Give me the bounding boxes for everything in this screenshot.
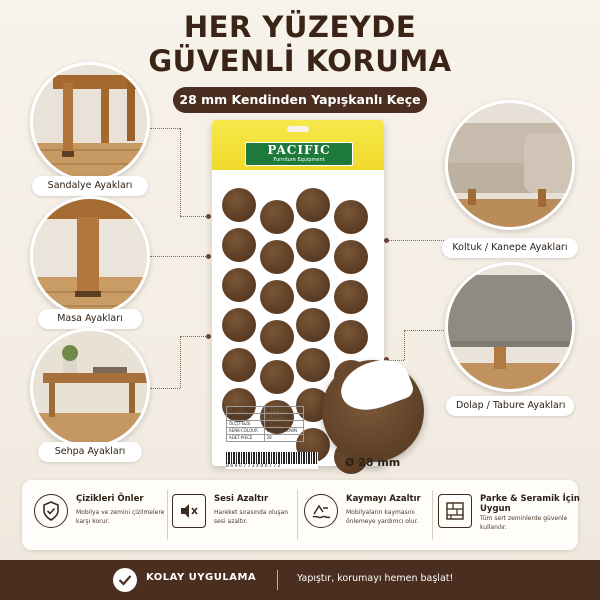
headline-line1: HER YÜZEYDE xyxy=(183,10,417,44)
connector-table-end xyxy=(206,254,211,259)
diameter-label: Ø 28 mm xyxy=(345,456,401,469)
info-row xyxy=(227,435,304,442)
coffee-table-photo xyxy=(30,328,150,448)
mute-speaker-icon xyxy=(172,494,206,528)
felt-pad xyxy=(334,280,368,314)
info-row xyxy=(227,428,304,435)
info-cell: ÖLÇÜ-SIZE xyxy=(227,421,265,428)
connector-sofa-end xyxy=(384,238,389,243)
table-leg-photo xyxy=(30,196,150,316)
felt-pad xyxy=(222,228,256,262)
connector-chair-end xyxy=(206,214,211,219)
felt-pad xyxy=(260,320,294,354)
connector-coffee-table xyxy=(150,388,180,389)
anti-slip-icon xyxy=(304,494,338,528)
label-table-legs: Masa Ayakları xyxy=(38,309,142,329)
felt-pad xyxy=(334,240,368,274)
connector-coffee-table-end xyxy=(206,334,211,339)
connector-chair xyxy=(150,128,180,129)
info-row xyxy=(227,414,304,421)
felt-pad xyxy=(296,188,330,222)
feature-title: Çizikleri Önler xyxy=(76,494,144,504)
connector-cabinet xyxy=(404,330,444,331)
label-side-table-legs: Sehpa Ayakları xyxy=(38,442,142,462)
felt-pad xyxy=(260,360,294,394)
chair-legs-photo xyxy=(30,62,150,182)
label-sofa-legs: Koltuk / Kanepe Ayakları xyxy=(442,238,578,258)
subtitle-pill: 28 mm Kendinden Yapışkanlı Keçe xyxy=(173,87,427,113)
brand-tagline: Furniture Equipment xyxy=(273,157,325,163)
sofa-leg-photo xyxy=(445,100,575,230)
felt-pad xyxy=(334,320,368,354)
check-circle-icon xyxy=(113,568,137,592)
connector-sofa xyxy=(386,240,444,241)
feature-divider xyxy=(167,490,168,540)
info-cell: KOD-CODE xyxy=(227,414,265,421)
felt-pad xyxy=(334,200,368,234)
info-cell: Ø 28mm xyxy=(264,421,303,428)
felt-pad xyxy=(260,240,294,274)
info-row xyxy=(227,421,304,428)
felt-pad xyxy=(222,188,256,222)
info-cell: ADET-PIECE xyxy=(227,435,265,442)
felt-pad xyxy=(296,308,330,342)
felt-pad xyxy=(260,200,294,234)
headline-line2: GÜVENLİ KORUMA xyxy=(148,44,452,78)
felt-pad xyxy=(222,268,256,302)
brand-logo xyxy=(245,142,353,166)
feature-title: Sesi Azaltır xyxy=(214,494,269,504)
footer-text: Yapıştır, korumayı hemen başlat! xyxy=(297,573,454,584)
footer-divider xyxy=(277,570,278,590)
connector-coffee-table-v xyxy=(180,336,181,388)
feature-title: Parke & Seramik İçin Uygun xyxy=(480,494,580,514)
felt-pad xyxy=(296,348,330,382)
felt-pad xyxy=(296,268,330,302)
cabinet-leg-photo xyxy=(445,262,575,392)
footer-bar xyxy=(0,560,600,600)
info-cell: KAHVE-BROWN xyxy=(264,428,303,435)
shield-check-icon xyxy=(34,494,68,528)
felt-pad xyxy=(260,280,294,314)
label-cabinet-legs: Dolap / Tabure Ayakları xyxy=(446,396,574,416)
connector-cabinet-v xyxy=(404,330,405,360)
feature-divider xyxy=(432,490,433,540)
felt-pad xyxy=(296,228,330,262)
feature-desc: Mobilya ve zemini çizilmelere karşı korur. xyxy=(76,509,165,525)
feature-title: Kaymayı Azaltır xyxy=(346,494,421,504)
info-cell: KEÇE-FELT xyxy=(264,407,303,414)
label-chair-legs: Sandalye Ayakları xyxy=(32,176,148,196)
feature-desc: Tüm sert zeminlerde güvenle kullanılır. xyxy=(480,515,568,531)
feature-divider xyxy=(297,490,298,540)
features-strip xyxy=(22,480,578,550)
connector-chair-v xyxy=(180,128,181,216)
brand-name: PACIFIC xyxy=(267,143,331,157)
product-info-table xyxy=(226,406,304,442)
felt-pad xyxy=(222,308,256,342)
info-row xyxy=(227,407,304,414)
felt-pad xyxy=(222,348,256,382)
connector-table xyxy=(150,256,208,257)
feature-desc: Mobilyaların kaymasını önlemeye yardımcı olur. xyxy=(346,509,419,525)
footer-title: KOLAY UYGULAMA xyxy=(146,572,257,583)
info-cell: 28 xyxy=(264,435,303,442)
info-cell: PCF128 ON xyxy=(264,414,303,421)
package-header xyxy=(212,120,384,170)
info-cell: CİNS/TYPE xyxy=(227,407,265,414)
hang-hole xyxy=(287,126,309,132)
info-cell: RENK-COLOUR xyxy=(227,428,265,435)
feature-desc: Hareket sırasında oluşan sesi azaltır. xyxy=(214,509,289,525)
barcode-number: 8 6 9 0 7 7 3 4 0 0 7 7 2 xyxy=(226,464,318,469)
floor-tiles-icon xyxy=(438,494,472,528)
